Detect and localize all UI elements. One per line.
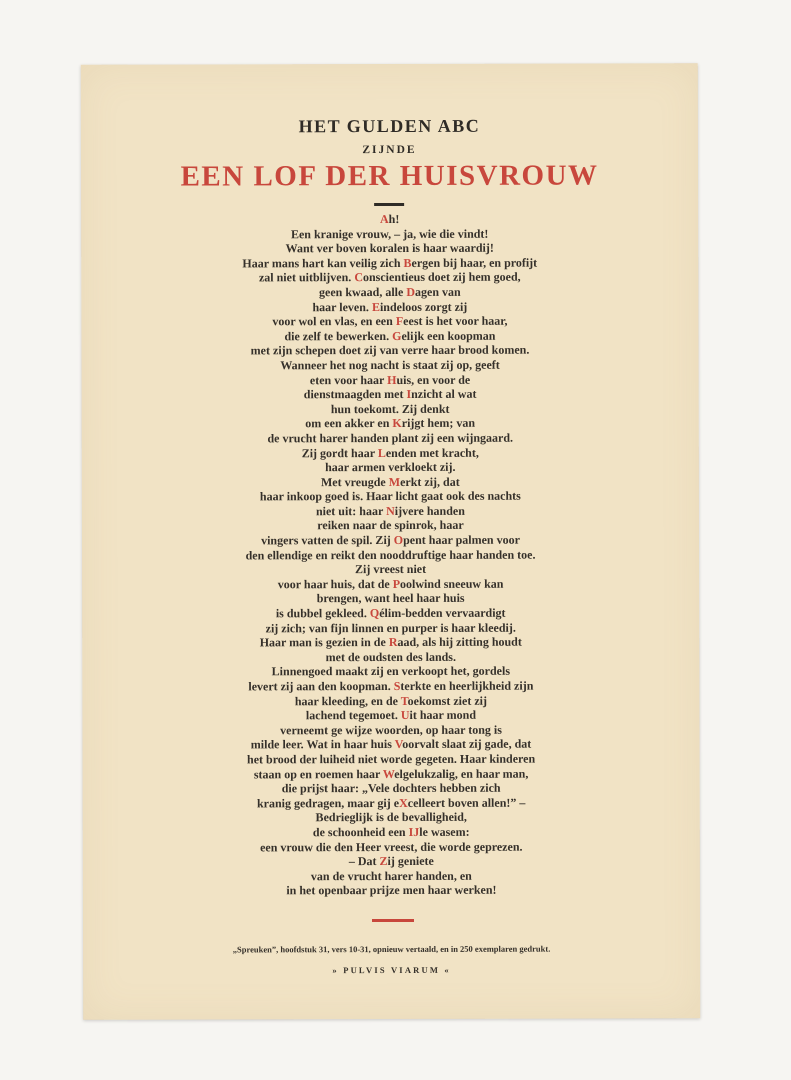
poem-text: aad, als hij zitting houdt: [397, 634, 522, 650]
poem-line: [82, 591, 699, 607]
poem-line: [82, 634, 699, 650]
poem-text: voor haar huis, dat de: [277, 576, 393, 592]
poem-line: [83, 737, 700, 753]
page-title: EEN LOF DER HUISVROUW: [180, 159, 599, 193]
poem-text: agen van: [414, 284, 461, 299]
alphabet-initial: E: [371, 299, 380, 314]
alphabet-initial: L: [377, 445, 386, 460]
poem-text: voor wol en vlas, en een: [272, 314, 396, 329]
poem-text: het brood der luiheid niet worde gegeten. Haar kinderen: [246, 751, 536, 767]
poem-line: [83, 766, 700, 782]
poem-text: haar kleeding, en de: [294, 693, 401, 708]
poem-text: Bedrieglijk is de bevalligheid,: [315, 810, 467, 825]
poem-text: haar inkoop goed is. Haar licht gaat ook des nachts: [259, 488, 521, 504]
alphabet-initial: O: [393, 533, 404, 548]
poem-text: haar leven.: [312, 299, 372, 314]
poem-text: met de oudsten des lands.: [325, 649, 456, 664]
alphabet-initial: X: [399, 795, 408, 810]
alphabet-initial: U: [400, 708, 410, 723]
alphabet-initial: D: [406, 284, 416, 299]
poem-line: [82, 707, 699, 723]
poem-text: – Dat: [348, 854, 380, 869]
poem-line: [83, 795, 700, 811]
top-divider: [374, 203, 404, 206]
poem-line: [81, 299, 698, 315]
poem-text: ij geniete: [387, 854, 434, 869]
poem-text: erkt zij, dat: [400, 474, 460, 489]
alphabet-initial: S: [393, 678, 401, 693]
poem-text: nzicht al wat: [411, 386, 477, 402]
poem-line: [82, 649, 699, 665]
alphabet-initial: F: [395, 314, 404, 329]
poem-line: [82, 561, 699, 577]
poem-text: zal niet uitblijven.: [258, 270, 355, 285]
alphabet-initial: IJ: [408, 824, 420, 839]
alphabet-initial: Z: [379, 854, 388, 869]
poem-text: de schoonheid een: [312, 824, 409, 840]
header-line-2: ZIJNDE: [362, 143, 417, 157]
poem-text: reiken naar de spinrok, haar: [317, 518, 464, 533]
alphabet-initial: M: [388, 474, 401, 489]
poem-text: zij zich; van fijn linnen en purper is haar kleedij.: [265, 620, 516, 635]
alphabet-initial: P: [392, 576, 401, 591]
poem-text: Linnengoed maakt zij en verkoopt het, gordels: [271, 664, 511, 679]
poem-line: [81, 226, 698, 242]
poem-text: celleert boven allen!” –: [407, 795, 526, 810]
poem-line: [82, 474, 699, 490]
imprint: » PULVIS VIARUM «: [332, 964, 451, 976]
poem-text: terkte en heerlijkheid zijn: [400, 678, 534, 693]
footnote: „Spreuken”, hoofdstuk 31, vers 10-31, opnieuw vertaald, en in 250 exemplaren gedrukt.: [232, 943, 551, 955]
poem-text: Haar man is gezien in de: [259, 635, 389, 650]
poem-text: elijk een koopman: [401, 328, 496, 343]
poem-text: élim-bedden vervaardigt: [379, 605, 506, 621]
bottom-divider: [372, 919, 414, 922]
poem-line: [82, 503, 699, 519]
poem-line: [83, 780, 700, 796]
poem-line: [83, 810, 700, 826]
alphabet-initial: N: [386, 503, 395, 518]
poem-line: [81, 240, 698, 256]
alphabet-initial: V: [394, 737, 403, 752]
poem-text: lachend tegemoet.: [305, 708, 401, 723]
poem-text: it haar mond: [409, 707, 477, 723]
poem-text: is dubbel gekleed.: [275, 606, 370, 621]
poem-line: [82, 532, 699, 548]
poem-text: Met vreugde: [320, 474, 389, 489]
alphabet-initial: I: [406, 387, 412, 402]
poem-text: eten voor haar: [309, 372, 388, 387]
alphabet-initial: R: [388, 635, 398, 650]
poem-text: die zelf te bewerken.: [284, 328, 393, 344]
poem-text: Zij gordt haar: [301, 445, 378, 460]
poem-text: ergen bij haar, en profijt: [411, 255, 538, 270]
poem-line: [81, 270, 698, 286]
poem-line: [82, 488, 699, 504]
poem-text: elgelukzalig, en haar man,: [394, 766, 529, 781]
poem-text: oorvalt slaat zij gade, dat: [402, 737, 532, 752]
poem-line: [83, 883, 700, 899]
poem-text: in het openbaar prijze men haar werken!: [286, 883, 497, 898]
poem-text: haar armen verkloekt zij.: [325, 459, 456, 475]
poem-text: oekomst ziet zij: [407, 693, 487, 708]
poem-line: [83, 853, 700, 869]
alphabet-initial: K: [392, 416, 402, 431]
poem-line: [81, 211, 698, 227]
poem-text: Een kranige vrouw, – ja, wie die vindt!: [290, 226, 489, 241]
poem-text: niet uit: haar: [315, 503, 387, 519]
poem-text: die prijst haar: „Vele dochters hebben zich: [281, 780, 501, 796]
poem-text: uis, en voor de: [396, 372, 471, 387]
poem-line: [82, 357, 699, 373]
poem-line: [82, 445, 699, 461]
alphabet-initial: Q: [369, 606, 380, 621]
poem-text: Haar mans hart kan veilig zich: [242, 255, 404, 271]
poem-line: [82, 547, 699, 563]
poem-text: levert zij aan den koopman.: [248, 678, 394, 694]
alphabet-initial: H: [387, 372, 397, 387]
poem-line: [82, 416, 699, 432]
poem-line: [83, 751, 700, 767]
poem-line: [81, 328, 698, 344]
poem-line: [82, 605, 699, 621]
poem-text: Zij vreest niet: [355, 562, 427, 577]
poem-line: [82, 518, 699, 534]
poem-line: [81, 343, 698, 359]
header-line-1: HET GULDEN ABC: [298, 115, 481, 137]
poem-text: vingers vatten de spil. Zij: [261, 533, 394, 548]
poem-line: [82, 693, 699, 709]
alphabet-initial: W: [382, 766, 395, 781]
poem-line: [83, 839, 700, 855]
poem-text: rijgt hem; van: [401, 416, 476, 431]
poem-line: [81, 313, 698, 329]
poem-line: [82, 576, 699, 592]
poem-text: milde leer. Wat in haar huis: [250, 737, 395, 752]
poem-text: Want ver boven koralen is haar waardij!: [285, 240, 494, 256]
poem-text: h!: [388, 211, 400, 227]
poem-text: met zijn schepen doet zij van verre haar brood komen.: [250, 342, 530, 358]
poem-text: oolwind sneeuw kan: [400, 576, 504, 591]
poem-text: eest is het voor haar,: [403, 313, 508, 329]
poem-text: om een akker en: [305, 416, 393, 431]
poem-text: brengen, want heel haar huis: [316, 591, 465, 606]
poem-line: [82, 459, 699, 475]
poem-text: kranig gedragen, maar gij e: [256, 795, 400, 811]
poem-text: dienstmaagden met: [303, 387, 407, 402]
poem-text: verneemt ge wijze woorden, op haar tong is: [280, 722, 502, 738]
alphabet-initial: A: [379, 212, 389, 227]
poem-text: indeloos zorgt zij: [379, 299, 468, 314]
poem-text: pent haar palmen voor: [403, 532, 520, 548]
poem-text: ijvere handen: [394, 503, 465, 518]
poem-text: de vrucht harer handen plant zij een wijngaard.: [267, 430, 514, 446]
poem-text: enden met kracht,: [385, 445, 479, 460]
poem-text: den ellendige en reikt den nooddruftige haar handen toe.: [245, 547, 536, 563]
poem-line: [82, 430, 699, 446]
poem-line: [81, 255, 698, 271]
poem-text: van de vrucht harer handen, en: [310, 868, 472, 883]
poem-text: staan op en roemen haar: [253, 766, 383, 781]
poem-line: [82, 401, 699, 417]
poem-line: [82, 664, 699, 680]
poem-text: hun toekomt. Zij denkt: [330, 401, 450, 416]
poem-line: [81, 284, 698, 300]
poem-text: onscientieus doet zij hem goed,: [362, 270, 521, 285]
poem-line: [82, 372, 699, 388]
alphabet-initial: C: [354, 270, 363, 285]
poem-line: [83, 824, 700, 840]
poem-line: [83, 868, 700, 884]
poem-text: le wasem:: [419, 824, 470, 839]
alphabet-initial: T: [400, 693, 408, 708]
poem-line: [82, 678, 699, 694]
broadsheet-page: [81, 63, 700, 1020]
poem-line: [82, 722, 699, 738]
poem-line: [82, 620, 699, 636]
alphabet-initial: G: [392, 328, 402, 343]
alphabet-initial: B: [403, 255, 412, 270]
poem-line: [82, 386, 699, 402]
poem-text: geen kwaad, alle: [318, 284, 407, 300]
poem-text: een vrouw die den Heer vreest, die worde geprezen.: [260, 839, 523, 854]
poem-body: [81, 211, 700, 899]
poem-text: Wanneer het nog nacht is staat zij op, geeft: [280, 357, 500, 373]
